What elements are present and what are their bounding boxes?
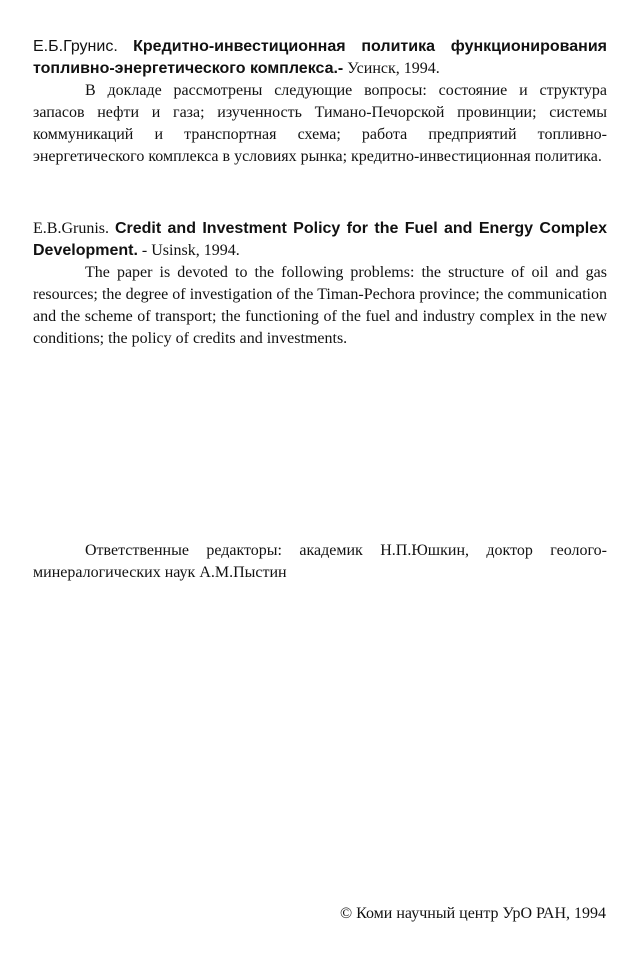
citation-russian bbox=[33, 36, 607, 80]
imprint-russian: Усинск, 1994. bbox=[347, 60, 440, 77]
author-english: E.B.Grunis. bbox=[33, 220, 109, 237]
editors-note bbox=[33, 540, 607, 584]
abstract-english: The paper is devoted to the following problems: the structure of oil and gas resources; the degree of investigation of the Timan-Pechora province; the communication and the scheme of transport; the functioning of the fuel and industry complex in the new conditions; the policy of credits and investments. bbox=[33, 264, 607, 347]
annotation-english bbox=[33, 218, 607, 350]
editors-text: Ответственные редакторы: академик Н.П.Юшкин, доктор геолого-минералогических наук А.М.Пыстин bbox=[33, 542, 607, 581]
title-russian: Кредитно-инвестиционная политика функционирования топливно-энергетического комплекса.- bbox=[33, 38, 608, 77]
citation-english bbox=[33, 218, 607, 262]
copyright-notice: © Коми научный центр УрО РАН, 1994 bbox=[339, 905, 606, 922]
author-russian: Е.Б.Грунис. bbox=[33, 38, 118, 55]
abstract-russian: В докладе рассмотрены следующие вопросы: состояние и структура запасов нефти и газа; изученность Тимано-Печорской провинции; системы коммуникаций и транспортная схема; работа предприятий топливно-энергетического комплекса в условиях рынка; кредитно-инвестиционная политика. bbox=[33, 82, 607, 165]
title-english: Credit and Investment Policy for the Fuel and Energy Complex Development. bbox=[33, 220, 608, 259]
imprint-english: - Usinsk, 1994. bbox=[141, 242, 240, 259]
annotation-russian bbox=[33, 36, 607, 168]
